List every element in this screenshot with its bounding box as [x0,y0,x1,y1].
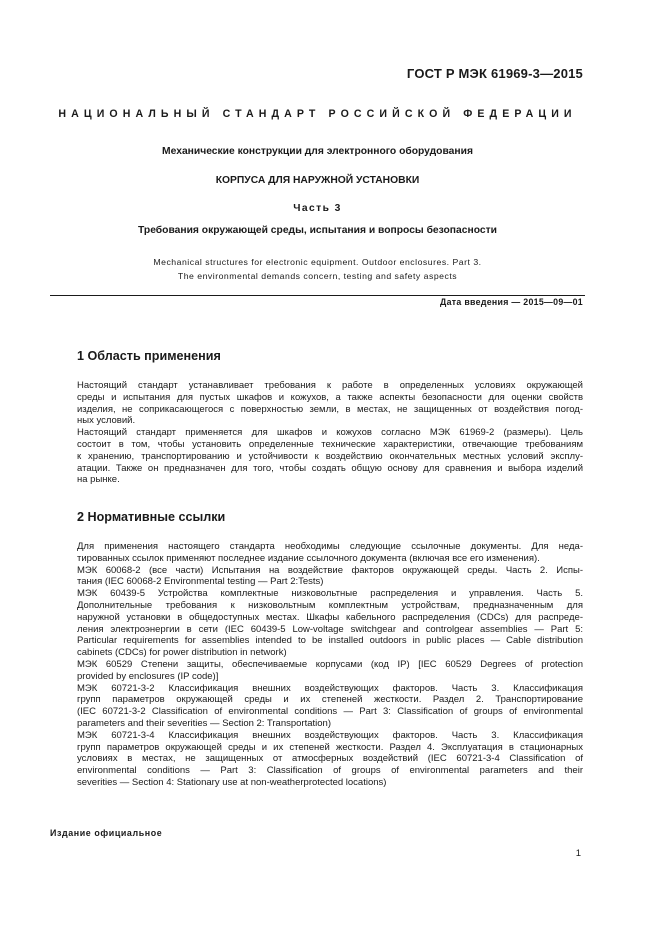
text-line: Настоящий стандарт применяется для шкафов и кожухов согласно МЭК 61969-2 (размеры). Цель [77,427,583,439]
national-standard-banner: НАЦИОНАЛЬНЫЙ СТАНДАРТ РОССИЙСКОЙ ФЕДЕРАЦИИ [58,108,577,120]
section-heading-references: 2 Нормативные ссылки [77,510,226,524]
document-subtitle: Требования окружающей среды, испытания и вопросы безопасности [138,225,497,236]
section-scope-body [50,380,583,486]
text-line: Дополнительные требования к низковольтным комплектным устройствам, предназначенным для [77,599,583,611]
text-line: на рынке. [77,474,120,486]
english-title-line: Mechanical structures for electronic equipment. Outdoor enclosures. Part 3. [153,257,482,267]
paragraph [50,380,583,427]
text-line: (IEC 60721-3-2 Classification of environmental conditions — Part 3: Classification of groups of environmental [77,706,583,718]
text-line: МЭК 60439-5 Устройства комплектные низковольтные распределения и управления. Часть 5. [77,588,583,600]
text-line: МЭК 60721-3-2 Классификация внешних воздействующих факторов. Часть 3. Классификация [77,682,583,694]
text-line: Particular requirements for assemblies intended to be installed outdoors in public places — Cable distribution [77,635,583,647]
paragraph [50,427,583,486]
text-line: cabinets (CDCs) for power distribution in network) [77,647,287,659]
text-line: МЭК 60068-2 (все части) Испытания на воздействие факторов окружающей среды. Часть 2. Испы- [77,564,583,576]
text-line: тированных ссылок применяют последнее издание ссылочного документа (включая все его изменения). [77,552,540,564]
text-line: severities — Section 4: Stationary use at non-weatherprotected locations) [77,776,387,788]
text-line: МЭК 60721-3-4 Классификация внешних воздействующих факторов. Часть 3. Классификация [77,729,583,741]
text-line: environmental conditions — Part 3: Classification of groups of environmental parameters and their [77,765,583,777]
effective-date: Дата введения — 2015—09—01 [440,297,583,307]
reference-entry [50,588,583,659]
text-line: МЭК 60529 Степени защиты, обеспечиваемые корпусами (код IP) [IEC 60529 Degrees of protection [77,658,583,670]
reference-entry [50,565,583,589]
text-line: состоит в том, чтобы установить определенные технические характеристики, отвечающие требованиям [77,438,583,450]
text-line: групп параметров окружающей среды и их степеней жесткости. Раздел 4. Эксплуатация в стационарных [77,741,583,753]
reference-entry [50,683,583,730]
document-main-title: КОРПУСА ДЛЯ НАРУЖНОЙ УСТАНОВКИ [215,175,420,186]
page-number: 1 [575,848,581,859]
document-part-label: Часть 3 [293,203,342,214]
text-line: тания (IEC 60068-2 Environmental testing — Part 2:Tests) [77,576,324,588]
section-heading-scope: 1 Область применения [77,349,221,363]
text-line: групп параметров окружающей среды и их степеней жесткости. Раздел 2. Транспортирование [77,694,583,706]
reference-entry [50,730,583,789]
section-references-body [50,541,583,789]
text-line: provided by enclosures (IP code)] [77,670,219,682]
text-line: среды и испытания для пустых шкафов и кожухов, а также аспекты безопасности для оценки свойств [77,391,583,403]
text-line: к хранению, транспортированию и устойчивости к воздействию окончательных местных условий эксплу- [77,450,583,462]
official-edition-label: Издание официальное [50,828,163,838]
text-line: Настоящий стандарт устанавливает требования к работе в определенных условиях окружающей [77,380,583,391]
text-line: изделия, не соприкасающегося с поверхностью земли, в местах, не защищенных от воздействия погод- [77,403,583,415]
english-title [50,255,585,283]
paragraph [50,541,583,565]
text-line: parameters and their severities — Section 2: Transportation) [77,717,331,729]
text-line: условиях в местах, не защищенных от атмосферных воздействий (IEC 60721-3-4 Classification of [77,753,583,765]
text-line: ных условий. [77,415,136,427]
text-line: ления электроэнергии в сети (IEC 60439-5 Low-voltage switchgear and controlgear assemblies — Part 5: [77,623,583,635]
document-group-title: Механические конструкции для электронного оборудования [162,146,473,157]
english-title-line: The environmental demands concern, testing and safety aspects [177,271,458,281]
header-divider [50,295,585,296]
standard-number: ГОСТ Р МЭК 61969-3—2015 [406,66,583,81]
text-line: атации. Также он предназначен для того, чтобы создать общую основу для сравнения и выбора изделий [77,462,583,474]
text-line: наружной установки в общедоступных местах. Шкафы кабельного распределения (CDCs) для распреде- [77,611,583,623]
reference-entry [50,659,583,683]
text-line: Для применения настоящего стандарта необходимы следующие ссылочные документы. Для неда- [77,541,583,552]
